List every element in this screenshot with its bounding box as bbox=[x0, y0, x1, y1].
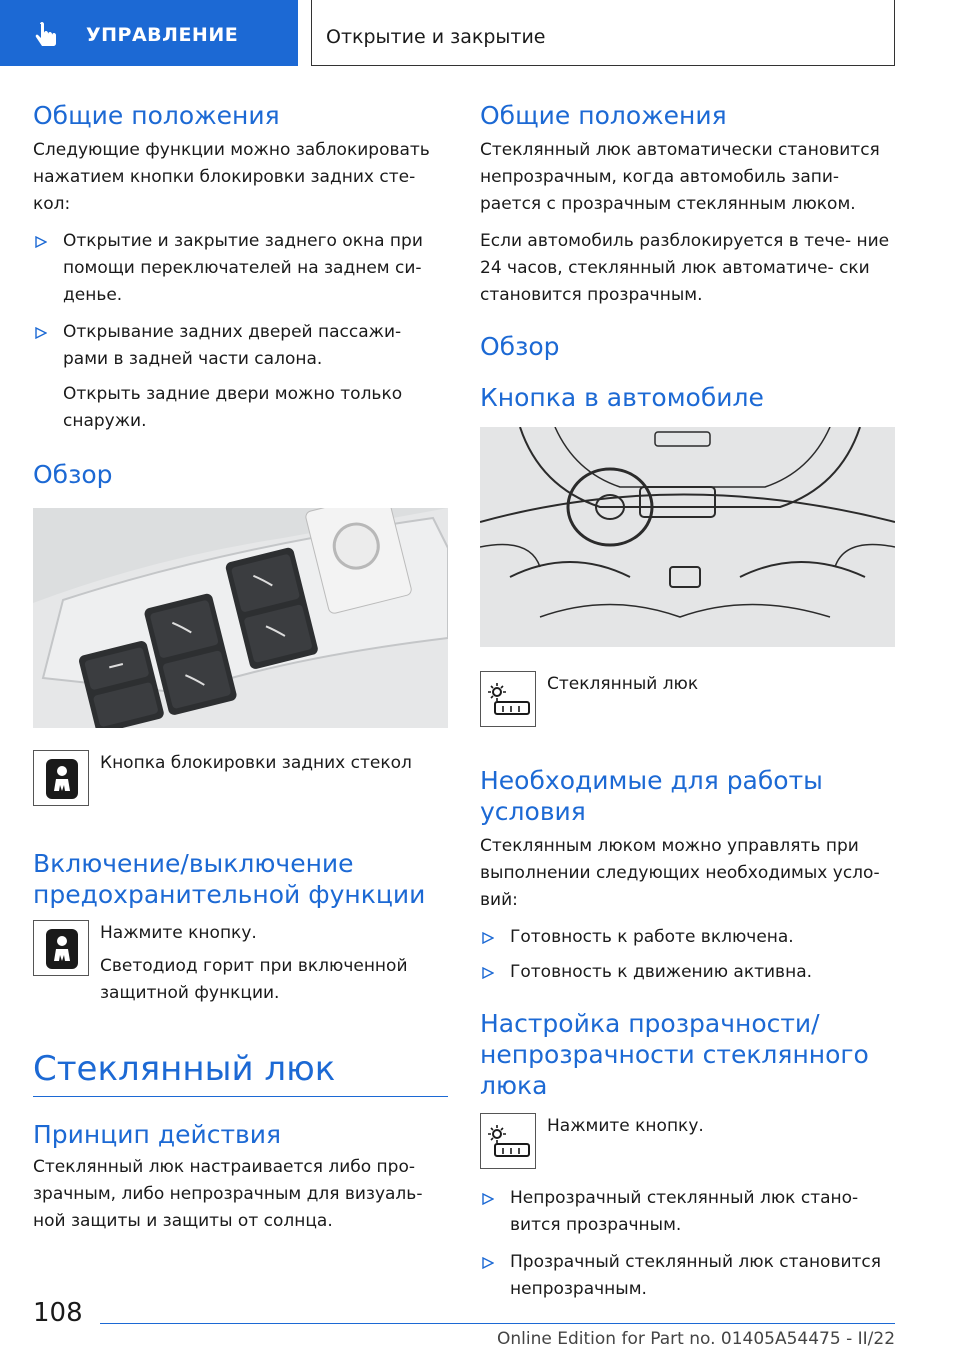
child-lock-icon-row bbox=[33, 750, 448, 810]
step-text: Светодиод горит при включенной защитной функции. bbox=[100, 956, 408, 1003]
toggle-title: Включение/выключение предохранительной функции bbox=[33, 849, 426, 909]
adjust-title: Настройка прозрачности/ непрозрачности стеклянного люка bbox=[480, 1009, 869, 1100]
list-item: Открывание задних дверей пассажи- рами в задней части салона. bbox=[33, 319, 448, 373]
footer-rule bbox=[100, 1323, 895, 1324]
glass-roof-icon bbox=[480, 671, 536, 727]
child-lock-step-row bbox=[33, 920, 448, 1002]
glass-roof-icon-row bbox=[480, 671, 895, 731]
step-text: Нажмите кнопку. bbox=[547, 1116, 704, 1136]
icon-caption: Кнопка блокировки задних стекол bbox=[100, 753, 412, 773]
list-item: Готовность к движению активна. bbox=[480, 959, 895, 986]
general-title: Общие положения bbox=[480, 101, 727, 130]
list-item: Открытие и закрытие заднего окна при помощи переключателей на заднем си- денье. bbox=[33, 228, 448, 309]
glass-roof-icon bbox=[480, 1113, 536, 1169]
general-text: Следующие функции можно заблокировать нажатием кнопки блокировки задних сте- кол: bbox=[33, 140, 430, 214]
list-item: Непрозрачный стеклянный люк стано- вится прозрачным. bbox=[480, 1185, 895, 1239]
button-title: Кнопка в автомобиле bbox=[480, 383, 764, 412]
bullet-triangle-icon bbox=[482, 932, 494, 944]
icon-caption: Стеклянный люк bbox=[547, 674, 699, 694]
child-lock-icon bbox=[33, 920, 89, 976]
principle-title: Принцип действия bbox=[33, 1120, 282, 1149]
general-title: Общие положения bbox=[33, 101, 280, 130]
edition-link[interactable]: Online Edition for Part no. 01405A54475 - II/22 bbox=[497, 1329, 896, 1349]
glass-roof-title: Стеклянный люк bbox=[33, 1049, 336, 1089]
chapter-label: Открытие и закрытие bbox=[326, 26, 546, 48]
child-lock-icon bbox=[33, 750, 89, 806]
step-text: Нажмите кнопку. bbox=[100, 923, 257, 943]
list-item: Прозрачный стеклянный люк становится непрозрачным. bbox=[480, 1249, 895, 1303]
bullet-note: Открыть задние двери можно только снаружи. bbox=[63, 384, 403, 431]
title-rule bbox=[33, 1096, 448, 1097]
left-column bbox=[33, 100, 448, 1235]
general-text-1: Стеклянный люк автоматически становится непрозрачным, когда автомобиль запи- рается с прозрачным стеклянным люком. bbox=[480, 140, 880, 214]
overview-title: Обзор bbox=[480, 332, 560, 361]
chapter-header bbox=[311, 0, 895, 66]
hand-pointer-icon bbox=[34, 22, 60, 48]
bullet-triangle-icon bbox=[482, 967, 494, 979]
window-switches-photo bbox=[33, 508, 448, 728]
cockpit-illustration bbox=[480, 427, 895, 647]
page-number: 108 bbox=[33, 1298, 83, 1328]
section-label: УПРАВЛЕНИЕ bbox=[86, 24, 239, 46]
bullet-triangle-icon bbox=[35, 236, 47, 248]
bullet-triangle-icon bbox=[35, 327, 47, 339]
list-item: Готовность к работе включена. bbox=[480, 924, 895, 951]
section-tab[interactable] bbox=[0, 0, 298, 66]
general-text-2: Если автомобиль разблокируется в тече- ние 24 часов, стеклянный люк автоматиче- ски становится прозрачным. bbox=[480, 231, 890, 305]
principle-text: Стеклянный люк настраивается либо про- зрачным, либо непрозрачным для визуаль- ной защиты и защиты от солнца. bbox=[33, 1157, 423, 1231]
right-column bbox=[480, 100, 895, 1303]
conditions-title: Необходимые для работы условия bbox=[480, 766, 823, 826]
bullet-triangle-icon bbox=[482, 1193, 494, 1205]
overview-title: Обзор bbox=[33, 460, 113, 489]
bullet-triangle-icon bbox=[482, 1257, 494, 1269]
glass-roof-step-row bbox=[480, 1113, 895, 1173]
conditions-text: Стеклянным люком можно управлять при выполнении следующих необходимых усло- вий: bbox=[480, 836, 880, 910]
